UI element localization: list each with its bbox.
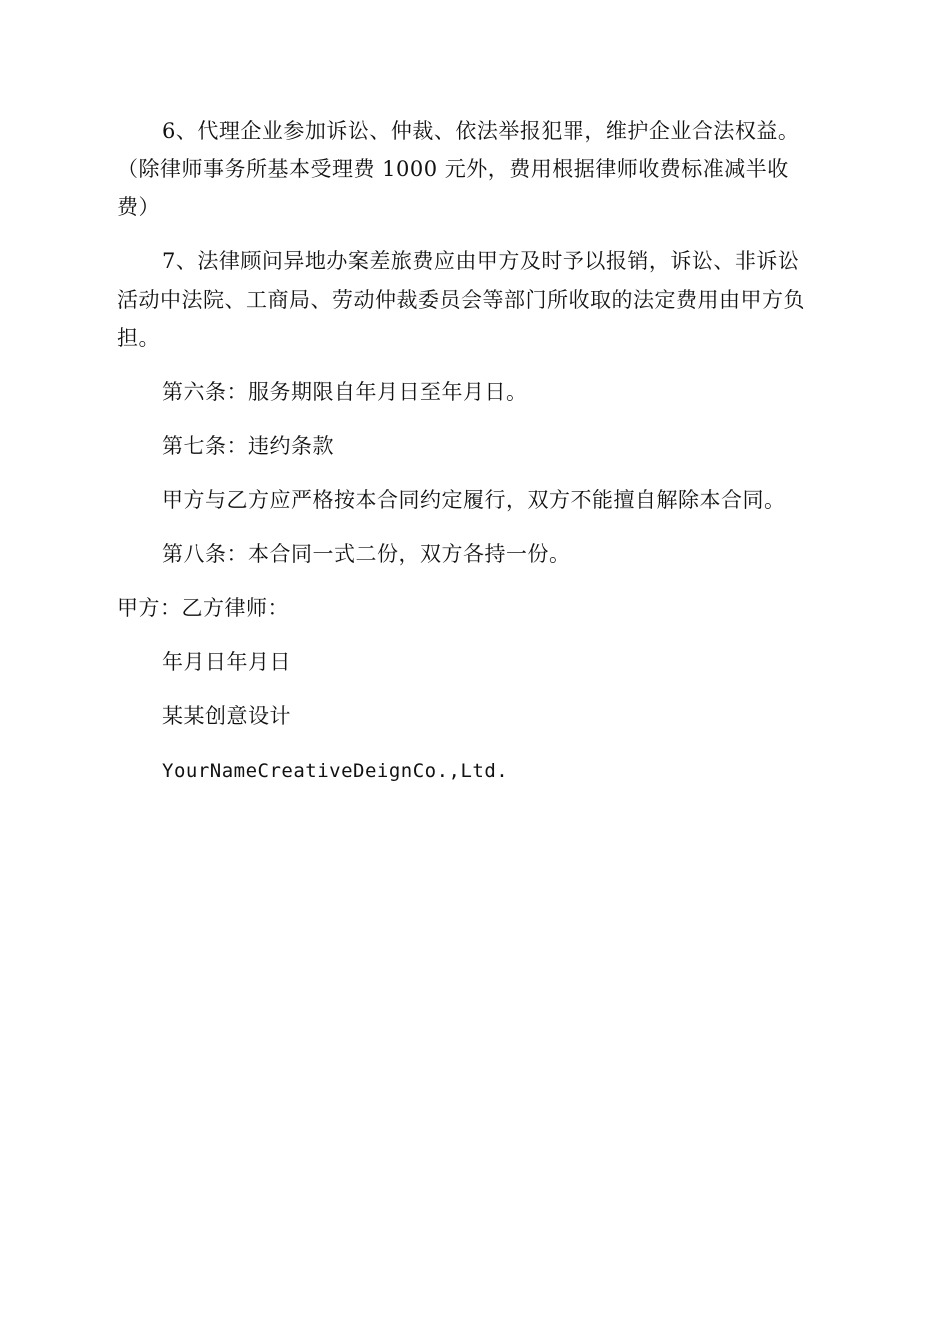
article-7-body: 甲方与乙方应严格按本合同约定履行，双方不能擅自解除本合同。	[162, 488, 786, 512]
item-7-line-3: 担。	[117, 326, 160, 350]
signature-parties: 甲方：乙方律师：	[117, 596, 289, 620]
article-8: 第八条：本合同一式二份，双方各持一份。	[162, 542, 571, 566]
signature-dates: 年月日年月日	[162, 650, 291, 674]
item-6-line-2: （除律师事务所基本受理费 1000 元外，费用根据律师收费标准减半收	[117, 157, 789, 181]
article-6: 第六条：服务期限自年月日至年月日。	[162, 380, 528, 404]
company-name-en: YourNameCreativeDeignCo.,Ltd.	[162, 760, 509, 782]
item-6-line-1: 6、代理企业参加诉讼、仲裁、依法举报犯罪，维护企业合法权益。	[162, 119, 800, 143]
company-name-cn: 某某创意设计	[162, 704, 291, 728]
item-7-line-2: 活动中法院、工商局、劳动仲裁委员会等部门所收取的法定费用由甲方负	[117, 288, 805, 312]
item-7-line-1: 7、法律顾问异地办案差旅费应由甲方及时予以报销，诉讼、非诉讼	[162, 249, 800, 273]
article-7-title: 第七条：违约条款	[162, 434, 334, 458]
item-6-line-3: 费）	[117, 195, 160, 219]
